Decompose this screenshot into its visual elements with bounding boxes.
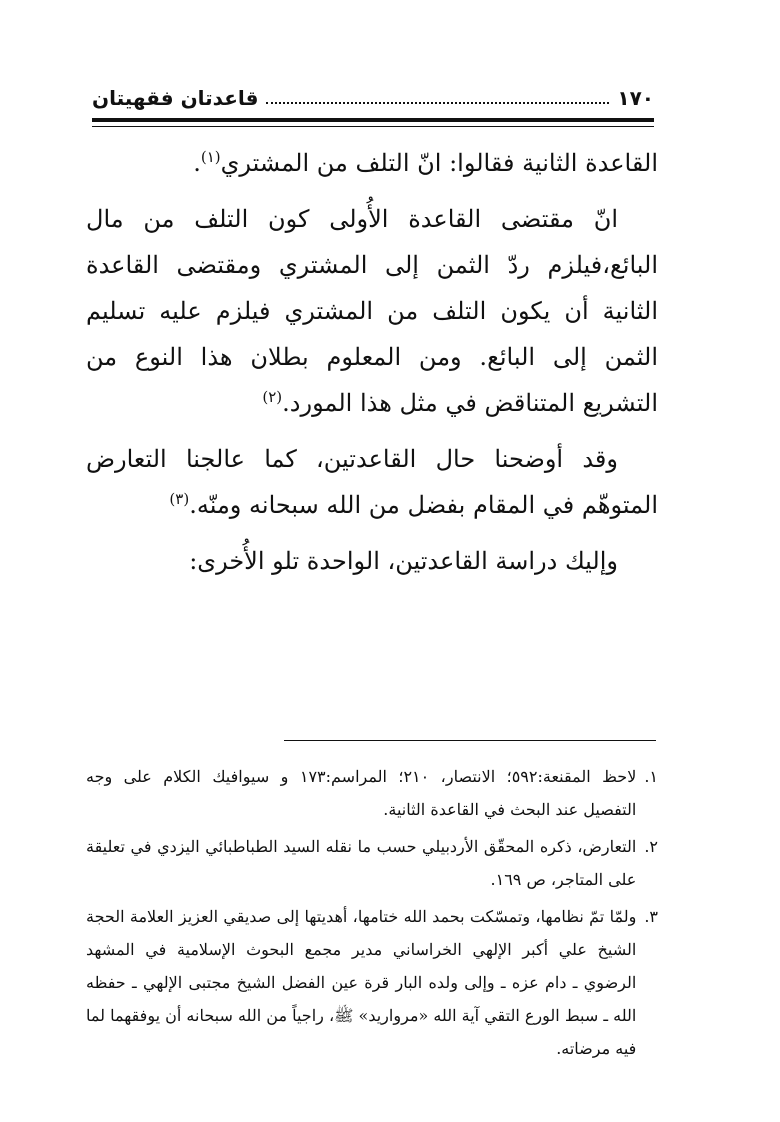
- paragraph-2: [86, 196, 658, 426]
- footnote-text: ولمّا تمّ نظامها، وتمسّكت بحمد الله ختامها، أهديتها إلى صديقي العزيز العلامة الحجة الشيخ علي أكبر الإلهي الخراساني مدير مجمع البحوث الإسلامية في المشهد الرضوي ـ دام عزه ـ وإلى ولده البار قرة عين الفضل الشيخ مجتبى الإلهي ـ حفظه الله ـ سبط الورع التقي آية الله «مرواريد» ﷺ، راجياً من الله سبحانه أن يوفقهما لما فيه مرضاته.: [86, 907, 637, 1058]
- paragraph-3-text: وقد أوضحنا حال القاعدتين، كما عالجنا التعارض المتوهّم في المقام بفضل من الله سبحانه ومنّه.: [86, 445, 658, 519]
- footnote-text: لاحظ المقنعة:٥٩٢؛ الانتصار، ٢١٠؛ المراسم:١٧٣ و سيوافيك الكلام على وجه التفصيل عند البحث في القاعدة الثانية.: [86, 767, 637, 819]
- header-rule-thick: [92, 118, 654, 122]
- page-number: ١٧٠: [617, 86, 654, 110]
- footnote-3: [86, 900, 658, 1065]
- footnote-ref-2: (٢): [262, 388, 283, 406]
- footnote-ref-3: (٣): [169, 490, 190, 508]
- footnote-text: التعارض، ذكره المحقّق الأردبيلي حسب ما نقله السيد الطباطبائي اليزدي في تعليقة على المتاجر، ص ١٦٩.: [86, 837, 637, 889]
- header-rule-thin: [92, 126, 654, 127]
- footnote-ref-1: (١): [200, 148, 221, 166]
- leader-dots: [266, 102, 609, 104]
- paragraph-1-end: .: [193, 149, 201, 177]
- paragraph-4: وإليك دراسة القاعدتين، الواحدة تلو الأُخرى:: [189, 547, 618, 575]
- paragraph-1-text: القاعدة الثانية فقالوا: انّ التلف من المشتري: [220, 149, 658, 177]
- running-title: قاعدتان فقهيتان: [92, 86, 259, 110]
- footnotes: [86, 760, 658, 1069]
- main-text: [86, 140, 658, 594]
- footnote-1: [86, 760, 658, 826]
- paragraph-2-text: انّ مقتضى القاعدة الأُولى كون التلف من مال البائع،فيلزم ردّ الثمن إلى المشتري ومقتضى القاعدة الثانية أن يكون التلف من المشتري فيلزم عليه تسليم الثمن إلى البائع. ومن المعلوم بطلان هذا النوع من التشريع المتناقض في مثل هذا المورد.: [86, 205, 658, 417]
- paragraph-3: [86, 436, 658, 528]
- footnote-number: ٣.: [644, 907, 658, 926]
- footnote-number: ١.: [644, 767, 658, 786]
- running-header: [92, 80, 654, 116]
- footnote-2: [86, 830, 658, 896]
- footnote-separator: [284, 740, 656, 741]
- footnote-number: ٢.: [644, 837, 658, 856]
- paragraph-1: [86, 140, 658, 186]
